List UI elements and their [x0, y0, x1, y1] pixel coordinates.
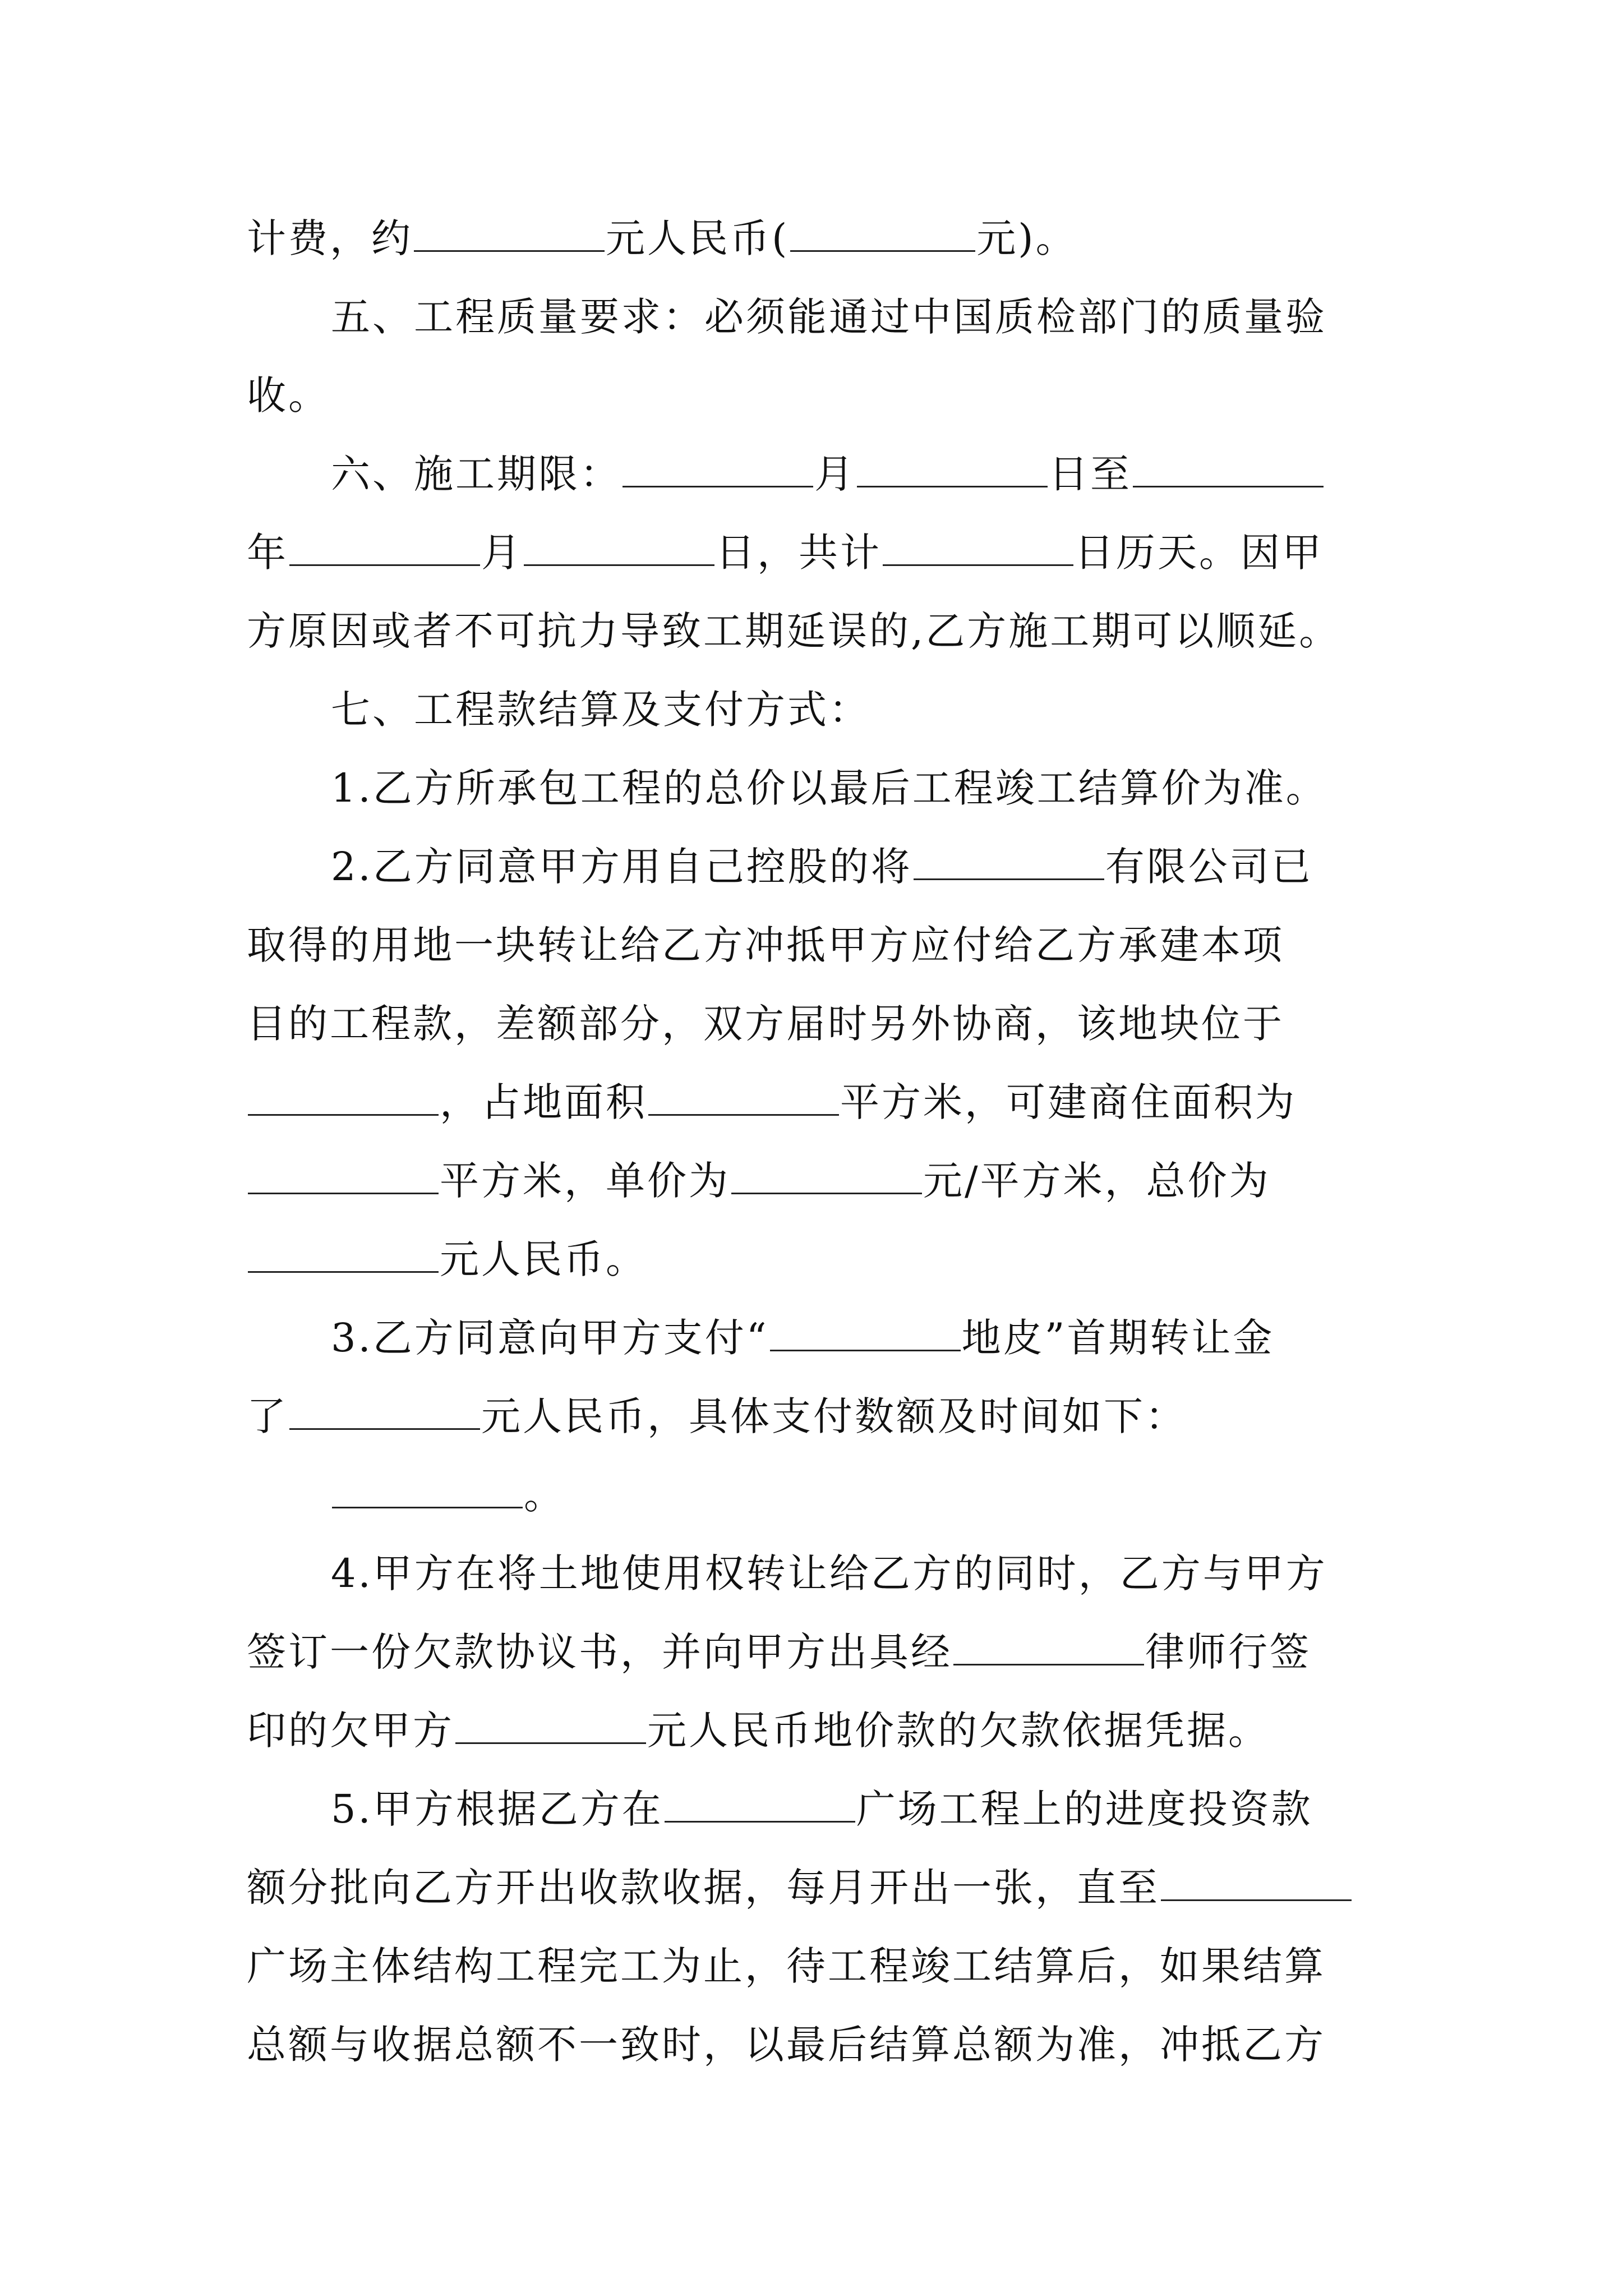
fill-blank — [790, 250, 975, 252]
text-line — [247, 1618, 1380, 1686]
text-segment: 月 — [481, 530, 523, 576]
text-segment: 元)。 — [976, 215, 1077, 261]
fill-blank — [248, 1192, 439, 1194]
fill-blank — [665, 1820, 855, 1823]
text-segment: 了 — [247, 1393, 288, 1439]
text-line — [331, 833, 1380, 900]
text-segment: 收。 — [247, 372, 330, 418]
text-line — [247, 1697, 1380, 1764]
fill-blank — [914, 878, 1104, 880]
text-segment: 签订一份欠款协议书，并向甲方出具经 — [247, 1629, 952, 1675]
text-line — [331, 1304, 1380, 1372]
text-segment: 方原因或者不可抗力导致工期延误的,乙方施工期可以顺延。 — [247, 608, 1341, 654]
text-line — [247, 519, 1380, 586]
text-segment: 平方米，单价为 — [440, 1158, 730, 1204]
fill-blank — [1133, 485, 1324, 487]
text-line — [247, 597, 1380, 665]
fill-blank — [414, 250, 605, 252]
text-segment: 元人民币，具体支付数额及时间如下： — [481, 1393, 1187, 1439]
text-segment: 地皮”首期转让金 — [961, 1315, 1275, 1361]
text-line — [331, 440, 1380, 508]
text-line — [331, 283, 1380, 351]
fill-blank — [731, 1192, 922, 1194]
text-line — [247, 2011, 1380, 2078]
text-line — [247, 1226, 1380, 1293]
text-line — [247, 1932, 1380, 2000]
fill-blank — [623, 485, 813, 487]
text-line — [331, 1775, 1380, 1843]
fill-blank — [289, 1428, 480, 1430]
text-segment: 目的工程款，差额部分，双方届时另外协商，该地块位于 — [247, 1001, 1284, 1047]
fill-blank — [524, 564, 714, 566]
text-segment: 额分批向乙方开出收款收据，每月开出一张，直至 — [247, 1865, 1160, 1911]
text-segment: 七、工程款结算及支付方式： — [331, 687, 870, 733]
text-segment: 六、施工期限： — [331, 451, 621, 497]
text-segment: 元人民币地价款的欠款依据凭据。 — [647, 1708, 1270, 1754]
text-segment: 2.乙方同意甲方用自己控股的将 — [331, 844, 912, 890]
fill-blank — [289, 564, 480, 566]
text-line — [247, 1383, 1380, 1450]
text-segment: 5.甲方根据乙方在 — [331, 1786, 663, 1832]
text-segment: 有限公司已 — [1105, 844, 1313, 890]
fill-blank — [332, 1506, 523, 1508]
text-line — [331, 1461, 1380, 1529]
text-segment: 元/平方米，总价为 — [923, 1158, 1271, 1204]
fill-blank — [953, 1663, 1144, 1665]
fill-blank — [883, 564, 1073, 566]
text-segment: 取得的用地一块转让给乙方冲抵甲方应付给乙方承建本项 — [247, 922, 1284, 968]
text-segment: 3.乙方同意向甲方支付“ — [331, 1315, 769, 1361]
text-segment: 律师行签 — [1145, 1629, 1311, 1675]
text-line — [247, 362, 1380, 429]
text-segment: ，占地面积 — [440, 1079, 647, 1125]
text-line — [247, 1069, 1380, 1136]
text-segment: 平方米，可建商住面积为 — [840, 1079, 1297, 1125]
text-segment: 广场主体结构工程完工为止，待工程竣工结算后，如果结算 — [247, 1943, 1326, 1989]
text-segment: 日，共计 — [716, 530, 882, 576]
text-line — [247, 1147, 1380, 1214]
fill-blank — [857, 485, 1048, 487]
fill-blank — [770, 1349, 961, 1351]
text-line — [247, 1854, 1380, 1921]
text-segment: 元人民币。 — [440, 1236, 647, 1282]
text-line — [247, 990, 1380, 1057]
text-segment: 五、工程质量要求：必须能通过中国质检部门的质量验 — [331, 294, 1327, 340]
text-segment: 4.甲方在将土地使用权转让给乙方的同时，乙方与甲方 — [331, 1550, 1327, 1596]
text-segment: 印的欠甲方 — [247, 1708, 454, 1754]
text-line — [331, 1540, 1380, 1607]
fill-blank — [648, 1114, 839, 1116]
text-line — [331, 754, 1380, 822]
text-segment: 日历天。因甲 — [1075, 530, 1324, 576]
text-segment: 年 — [247, 530, 288, 576]
text-segment: 月 — [814, 451, 856, 497]
text-segment: 计费，约 — [247, 215, 413, 261]
text-segment: 1.乙方所承包工程的总价以最后工程竣工结算价为准。 — [331, 765, 1327, 811]
text-segment: 。 — [524, 1472, 565, 1518]
fill-blank — [1161, 1899, 1352, 1901]
text-line — [331, 676, 1380, 743]
text-segment: 元人民币( — [606, 215, 790, 261]
text-line — [247, 205, 1380, 272]
text-segment: 日至 — [1049, 451, 1132, 497]
fill-blank — [248, 1114, 439, 1116]
text-line — [247, 912, 1380, 979]
fill-blank — [248, 1271, 439, 1273]
text-segment: 广场工程上的进度投资款 — [856, 1786, 1313, 1832]
text-segment: 总额与收据总额不一致时，以最后结算总额为准，冲抵乙方 — [247, 2022, 1326, 2068]
fill-blank — [455, 1742, 646, 1744]
